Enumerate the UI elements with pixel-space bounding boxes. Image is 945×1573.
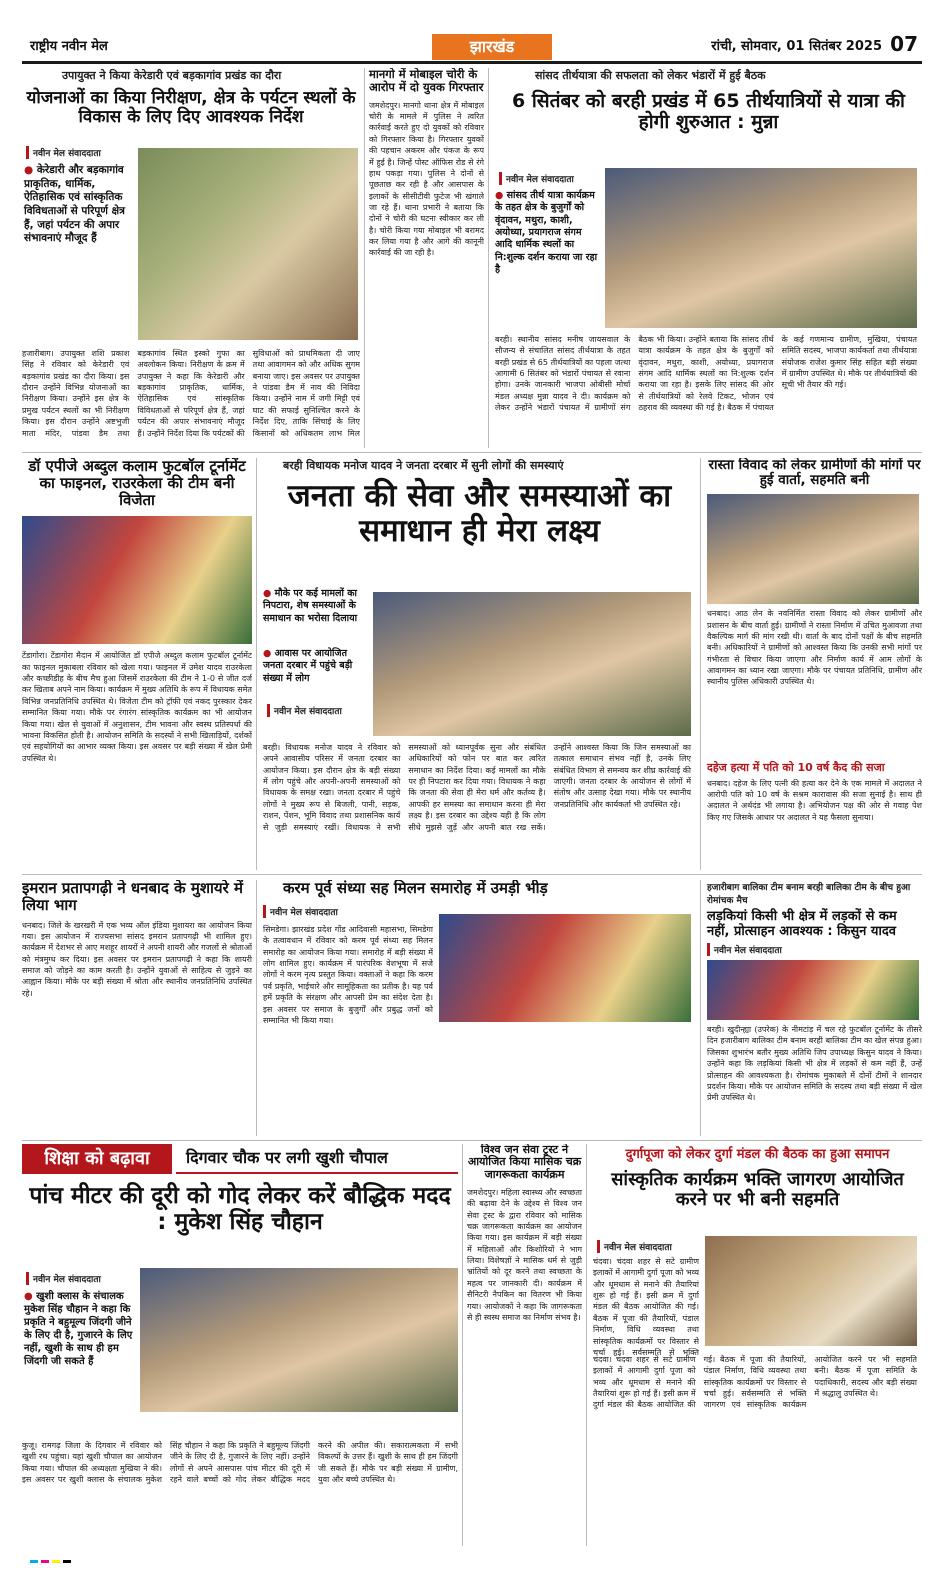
article-kicker: बरही विधायक मनोज यादव ने जनता दरबार में सुनी लोगों की समस्याएं <box>283 459 564 472</box>
article-byline: नवीन मेल संवाददाता <box>26 1272 101 1285</box>
article-headline: करम पूर्व संध्या सह मिलन समारोह में उमड़ी भीड़ <box>283 880 548 897</box>
article-body: धनबाद। जिले के खरखरी में एक भव्य ऑल इंडिया मुशायरा का आयोजन किया गया। इस आयोजन में राज्यसभा सांसद इमरान प्रतापगढ़ी भी शामिल हुए। कार्यक्रम में देशभर से आए मशहूर शायरों ने अपनी शायरी और गजलों से श्रोताओं को मंत्रमुग्ध कर दिया। इस अवसर पर इमरान प्रतापगढ़ी ने कहा कि शायरी समाज को जोड़ने का काम करती है। उन्होंने युवाओं से साहित्य से जुड़ने का आह्वान किया। मौके पर बड़ी संख्या में श्रोता और स्थानीय जनप्रतिनिधि उपस्थित रहे। <box>22 920 252 998</box>
section-bar: दिगवार चौक पर लगी खुशी चौपाल <box>176 1144 458 1174</box>
article-highlight: ● केरेडारी और बड़कागांव प्राकृतिक, धार्मिक, ऐतिहासिक एवं सांस्कृतिक विविधताओं से परिपूर्ण क्षेत्र हैं, जहां पर्यटन की अपार संभावनाएं मौजूद हैं <box>24 164 132 246</box>
article-body: बरही। विधायक मनोज यादव ने रविवार को अपने आवासीय परिसर में जनता दरबार का आयोजन किया। इस दौरान क्षेत्र के बड़ी संख्या में लोग पहुंचे और अपनी-अपनी समस्याओं को विधायक के समक्ष रखा। जनता दरबार में पहुंचे लोगों ने मुख्य रूप से बिजली, पानी, सड़क, राशन, पेंशन, भूमि विवाद तथा प्रशासनिक कार्य से जुड़ी समस्याएं रखीं। विधायक ने सभी समस्याओं को ध्यानपूर्वक सुना और संबंधित अधिकारियों को फोन पर बात कर त्वरित समाधान का निर्देश दिया। कई मामलों का मौके पर ही निपटारा कर दिया गया। विधायक ने कहा कि जनता की सेवा ही मेरा धर्म और कर्तव्य है। आपकी हर समस्या का समाधान करना ही मेरा लक्ष्य है। इस दरबार का उद्देश्य यही है कि लोग सीधे मुझसे जुड़ें और अपनी बात रख सकें। उन्होंने आश्वस्त किया कि जिन समस्याओं का तत्काल समाधान संभव नहीं है, उनके लिए संबंधित विभाग से समन्वय कर शीघ्र कार्रवाई की जाएगी। जनता दरबार के आयोजन से लोगों में संतोष और उत्साह देखा गया। मौके पर स्थानीय जनप्रतिनिधि और कार्यकर्ता भी उपस्थित रहे। <box>263 743 691 832</box>
article-photo <box>439 914 691 1022</box>
article-highlight: ● खुशी क्लास के संचालक मुकेश सिंह चौहान ने कहा कि प्रकृति ने बहुमूल्य जिंदगी जीने के लिए दी है, गुजारने के लिए नहीं, खुशी के साथ ही हम जिंदगी जी सकते हैं <box>24 1290 134 1368</box>
article-body: धनबाद। आठ लेन के नवनिर्मित रास्ता विवाद को लेकर ग्रामीणों और प्रशासन के बीच वार्ता हुई। ग्रामीणों ने रास्ता निर्माण में उचित मुआवजा तथा वैकल्पिक मार्ग की मांग रखी थी। वार्ता के बाद दोनों पक्षों के बीच सहमति बनी। अधिकारियों ने ग्रामीणों को आश्वस्त किया कि उनकी सभी मांगों पर गंभीरता से विचार किया जाएगा और निर्माण कार्य में आम लोगों के आवागमन का ध्यान रखा जाएगा। मौके पर पंचायत प्रतिनिधि, ग्रामीण और स्थानीय पुलिस अधिकारी उपस्थित थे। <box>707 609 922 687</box>
divider <box>22 874 922 875</box>
article-body: कुजू। रामगढ़ जिला के दिगवार में रविवार को खुशी रथ पहुंचा। यहां खुशी चौपाल का आयोजन किया गया। चौपाल की अध्यक्षता मुखिया ने की। इस अवसर पर खुशी क्लास के संचालक मुकेश सिंह चौहान ने कहा कि प्रकृति ने बहुमूल्य जिंदगी जीने के लिए दी है, गुजारने के लिए नहीं। उन्होंने लोगों से अपने आसपास पांच मीटर की दूरी में रहने वाले बच्चों को गोद लेकर बौद्धिक मदद करने की अपील की। सकारात्मकता में सभी विकल्पों के उत्तर हैं। खुशी के साथ ही हम जिंदगी जी सकते हैं। मौके पर बड़ी संख्या में ग्रामीण, युवा और बच्चे उपस्थित थे। <box>22 1441 458 1485</box>
article-byline: नवीन मेल संवाददाता <box>26 146 101 159</box>
paper-name: राष्ट्रीय नवीन मेल <box>30 39 108 54</box>
article-highlight: ● मौके पर कई मामलों का निपटारा, शेष समस्याओं के समाधान का भरोसा दिलाया <box>263 588 367 625</box>
divider <box>22 452 922 453</box>
article-photo <box>705 1236 917 1346</box>
article-body-lead: चंदवा। चंदवा शहर से सटे ग्रामीण इलाकों में आगामी दुर्गा पूजा को भव्य और धूमधाम से मनाने की तैयारियां शुरू हो गई हैं। इसी क्रम में दुर्गा मंडल की बैठक आयोजित की गई। बैठक में पूजा की तैयारियों, पंडाल निर्माण, विधि व्यवस्था तथा सांस्कृतिक कार्यक्रमों पर विस्तार से चर्चा हुई। सर्वसम्मति से भक्ति <box>593 1257 699 1356</box>
article-photo <box>707 960 919 1020</box>
article-photo <box>22 516 252 644</box>
article-photo <box>140 1268 458 1412</box>
article-byline: नवीन मेल संवाददाता <box>263 905 696 918</box>
article-headline: विश्व जन सेवा ट्रस्ट ने आयोजित किया मासिक चक्र जागरूकता कार्यक्रम <box>467 1144 582 1181</box>
article-kicker: दुर्गापूजा को लेकर दुर्गा मंडल की बैठक का हुआ समापन <box>625 1147 890 1162</box>
article-mobile-theft <box>364 68 484 448</box>
article-byline: नवीन मेल संवाददाता <box>499 172 574 185</box>
masthead <box>22 30 922 64</box>
article-body: सिमडेगा। झारखंड प्रदेश गोंड आदिवासी महासभा, सिमडेगा के तत्वावधान में रविवार को करम पूर्व संध्या सह मिलन समारोह का आयोजन किया गया। समारोह में बड़ी संख्या में लोग शामिल हुए। कार्यक्रम में पारंपरिक वेशभूषा में सजे लोगों ने करम नृत्य प्रस्तुत किया। वक्ताओं ने कहा कि करम पर्व प्रकृति, भाईचारे और सामूहिकता का प्रतीक है। यह पर्व हमें प्रकृति के संरक्षण और आपसी प्रेम का संदेश देता है। इस अवसर पर समाज के बुजुर्गों और प्रबुद्ध जनों को सम्मानित भी किया गया। <box>263 925 433 1025</box>
article-body: जमशेदपुर। मानगो थाना क्षेत्र में मोबाइल चोरी के मामले में पुलिस ने त्वरित कार्रवाई करते हुए दो युवकों को रविवार को गिरफ्तार किया है। गिरफ्तार युवकों की पहचान अकरम और पंकज के रूप में हुई है। जिन्हें पोस्ट ऑफिस रोड से रंगे हाथ पकड़ा गया। पुलिस ने दोनों से पूछताछ कर रही है और आसपास के इलाकों के सीसीटीवी फुटेज भी खंगाले जा रहे हैं। थाना प्रभारी ने बताया कि दोनों ने चोरी की घटना स्वीकार कर ली है। चोरी किया गया मोबाइल भी बरामद कर लिया गया है और आगे की कानूनी कार्रवाई की जा रही है। <box>369 100 484 258</box>
article-kicker: हजारीबाग बालिका टीम बनाम बरही बालिका टीम के बीच हुआ रोमांचक मैच <box>707 883 911 906</box>
yellow-mark <box>52 1560 60 1563</box>
article-awareness <box>462 1144 582 1546</box>
article-pilgrimage <box>488 68 922 448</box>
issue-date: रांची, सोमवार, 01 सितंबर 2025 <box>711 39 882 54</box>
article-headline: योजनाओं का किया निरीक्षण, क्षेत्र के पर्यटन स्थलों के विकास के लिए दिए आवश्यक निर्देश <box>26 88 356 128</box>
article-girls-football <box>700 880 922 1136</box>
article-kicker: उपायुक्त ने किया केरेडारी एवं बड़कागांव प्रखंड का दौरा <box>62 69 282 82</box>
magenta-mark <box>41 1560 49 1563</box>
article-road-dispute <box>700 458 922 870</box>
article-dc-visit <box>22 68 360 448</box>
article-headline: 6 सितंबर को बरही प्रखंड में 65 तीर्थयात्रियों से यात्रा की होगी शुरुआत : मुन्ना <box>512 90 905 134</box>
divider <box>22 1140 922 1141</box>
article-durga-puja <box>586 1144 922 1546</box>
article-photo <box>605 168 917 328</box>
article-body: बरही। खुदीन्ह्या (उपरेक) के नीमटांड़ में चल रहे फुटबॉल टूर्नामेंट के तीसरे दिन हजारीबाग बालिका टीम बनाम बरही बालिका टीम का खेल संपन्न हुआ। जिसका शुभारंभ बतौर मुख्य अतिथि जिप उपाध्यक्ष किसुन यादव ने किया। उन्होंने कहा कि लड़कियां किसी भी क्षेत्र में लड़कों से कम नहीं हैं, उन्हें प्रोत्साहन की आवश्यकता है। रोमांचक मुकाबले में दोनों टीमों ने शानदार प्रदर्शन किया। मौके पर आयोजन समिति के सदस्य तथा बड़ी संख्या में खेल प्रेमी उपस्थित थे। <box>707 1025 922 1103</box>
article-janta-darbar <box>256 458 696 870</box>
cyan-mark <box>30 1560 38 1563</box>
print-registration-marks <box>30 1553 910 1563</box>
article-photo <box>373 592 691 736</box>
article-photo <box>707 494 919 604</box>
article-kicker: सांसद तीर्थयात्रा की सफलता को लेकर भंडारों में हुई बैठक <box>535 69 766 82</box>
subarticle-body: धनबाद। दहेज के लिए पत्नी की हत्या कर देने के एक मामले में अदालत ने आरोपी पति को 10 वर्ष के सश्रम कारावास की सजा सुनाई है। साथ ही अदालत ने अर्थदंड भी लगाया है। अभियोजन पक्ष की ओर से गवाह पेश किए गए जिसके आधार पर अदालत ने यह फैसला सुनाया। <box>707 778 922 822</box>
article-body: हजारीबाग। उपायुक्त शशि प्रकाश सिंह ने रविवार को केरेडारी एवं बड़कागांव प्रखंड का दौरा किया। इस दौरान उन्होंने विभिन्न योजनाओं का निरीक्षण किया। उन्होंने इस क्षेत्र के प्रमुख पर्यटन स्थलों का भी निरीक्षण किया। इस दौरान उन्होंने अष्टभुजी माता मंदिर, पांडवा डैम तथा बड़कागांव स्थित इस्को गुफा का अवलोकन किया। निरीक्षण के क्रम में उपायुक्त ने कहा कि केरेडारी और बड़कागांव प्राकृतिक, धार्मिक, ऐतिहासिक एवं सांस्कृतिक विविधताओं से परिपूर्ण क्षेत्र हैं, जहां पर्यटन की अपार संभावनाएं मौजूद हैं। उन्होंने निर्देश दिया कि पर्यटकों की सुविधाओं को प्राथमिकता दी जाए तथा आवागमन को और अधिक सुगम बनाया जाए। इस अवसर पर उपायुक्त ने पांडवा डैम में नाव की निविदा किया। उन्होंने नाम में जगी मिट्टी एवं घाट की सफाई सुनिश्चित करने के निर्देश दिए, ताकि सिंचाई के लिए किसानों को अधिकतम लाभ मिल <box>22 349 360 438</box>
article-karam <box>256 880 696 1136</box>
subarticle-headline: दहेज हत्या में पति को 10 वर्ष कैद की सजा <box>707 761 885 775</box>
article-football <box>22 458 252 870</box>
article-highlight: ● सांसद तीर्थ यात्रा कार्यक्रम के तहत क्षेत्र के बुजुर्गों को वृंदावन, मथुरा, काशी, अयोध्या, प्रयागराज संगम आदि धार्मिक स्थलों का नि:शुल्क दर्शन कराया जा रहा है <box>495 190 599 276</box>
article-headline: जनता की सेवा और समस्याओं का समाधान ही मेरा लक्ष्य <box>287 478 672 549</box>
article-body: टेंडागोरा। टेंडागोरा मैदान में आयोजित डॉ एपीजे अब्दुल कलाम फुटबॉल टूर्नामेंट का फाइनल मुकाबला रविवार को खेला गया। फाइनल में उमेश यादव राउरकेला और कच्छीडीह के बीच मैच हुआ जिसमें राउरकेला की टीम ने 1-0 से जीत दर्ज कर खिताब अपने नाम किया। कार्यक्रम में मुख्य अतिथि के रूप में विधायक समेत विभिन्न जनप्रतिनिधि उपस्थित थे। विजेता टीम को ट्रॉफी एवं नकद पुरस्कार देकर सम्मानित किया गया। मौके पर रंगारंग सांस्कृतिक कार्यक्रम का भी आयोजन किया गया। खेल से युवाओं में अनुशासन, टीम भावना और स्वस्थ प्रतिस्पर्धा की भावना विकसित होती है। आयोजन समिति के सदस्यों ने सभी खिलाड़ियों, दर्शकों एवं सहयोगियों का आभार व्यक्त किया। इस अवसर पर बड़ी संख्या में खेल प्रेमी उपस्थित थे। <box>22 651 252 763</box>
article-mushaira <box>22 880 252 1136</box>
section-badge: शिक्षा को बढ़ावा <box>22 1144 172 1174</box>
article-headline: सांस्कृतिक कार्यक्रम भक्ति जागरण आयोजित करने पर भी बनी सहमति <box>611 1169 904 1211</box>
article-headline: डॉ एपीजे अब्दुल कलाम फुटबॉल टूर्नामेंट का फाइनल, राउरकेला की टीम बनी विजेता <box>28 458 246 509</box>
article-body: जमशेदपुर। महिला स्वास्थ्य और स्वच्छता की बढ़ावा देने के उद्देश्य से विश्व जन सेवा ट्रस्ट के द्वारा रविवार को मासिक चक्र जागरूकता कार्यक्रम का आयोजन किया गया। इस कार्यक्रम में बड़ी संख्या में महिलाओं और किशोरियों ने भाग लिया। विशेषज्ञों ने मासिक धर्म से जुड़ी भ्रांतियों को दूर करने तथा स्वच्छता के महत्व पर जानकारी दी। कार्यक्रम में सैनिटरी नैपकिन का वितरण भी किया गया। आयोजकों ने कहा कि जागरूकता से ही स्वस्थ समाज का निर्माण संभव है। <box>467 1187 582 1322</box>
article-byline: नवीन मेल संवाददाता <box>597 1240 672 1253</box>
article-highlight: ● आवास पर आयोजित जनता दरबार में पहुंचे बड़ी संख्या में लोग <box>263 648 367 685</box>
article-khushi-chaupal <box>22 1144 458 1546</box>
article-photo <box>138 148 358 340</box>
article-body: बरही। स्थानीय सांसद मनीष जायसवाल के सौजन्य से संचालित सांसद तीर्थयात्रा के तहत बरही प्रखंड से 65 तीर्थयात्रियों का पहला जत्था आगामी 6 सितंबर को भंडारों पंचायत से रवाना होगा। उनके जानकारी भाजपा ओबीसी मोर्चा मंडल अध्यक्ष मुन्ना यादव ने दी। कार्यक्रम को लेकर उन्होंने भंडारों पंचायत में ग्रामीणों संग बैठक भी किया। उन्होंने बताया कि सांसद तीर्थ यात्रा कार्यक्रम के तहत क्षेत्र के बुजुर्गों को वृंदावन, मथुरा, काशी, अयोध्या, प्रयागराज संगम आदि धार्मिक स्थलों का नि:शुल्क दर्शन कराया जा रहा है। इसके लिए सांसद की ओर से तीर्थयात्रियों को रेलवे टिकट, भोजन एवं ठहराव की व्यवस्था की गई है। बैठक में पंचायत के कई गणमान्य ग्रामीण, मुखिया, पंचायत समिति सदस्य, भाजपा कार्यकर्ता तथा तीर्थयात्रा संयोजक राजेश कुमार सिंह सहित बड़ी संख्या में ग्रामीण उपस्थित थे। मौके पर तीर्थयात्रियों की सूची भी तैयार की गई। <box>495 335 917 413</box>
article-headline: लड़कियां किसी भी क्षेत्र में लड़कों से कम नहीं, प्रोत्साहन आवश्यक : किसुन यादव <box>707 909 897 939</box>
article-byline: नवीन मेल संवाददाता <box>707 943 922 956</box>
section-label: झारखंड <box>432 34 552 60</box>
article-headline: मानगो में मोबाइल चोरी के आरोप में दो युवक गिरफ्तार <box>369 68 484 94</box>
black-mark <box>63 1560 71 1563</box>
article-body: चंदवा। चंदवा शहर से सटे ग्रामीण इलाकों में आगामी दुर्गा पूजा को भव्य और धूमधाम से मनाने की तैयारियां शुरू हो गई हैं। इसी क्रम में दुर्गा मंडल की बैठक आयोजित की गई। बैठक में पूजा की तैयारियों, पंडाल निर्माण, विधि व्यवस्था तथा सांस्कृतिक कार्यक्रमों पर विस्तार से चर्चा हुई। सर्वसम्मति से भक्ति जागरण एवं सांस्कृतिक कार्यक्रम आयोजित करने पर भी सहमति बनी। बैठक में पूजा समिति के पदाधिकारी, सदस्य और बड़ी संख्या में श्रद्धालु उपस्थित थे। <box>593 1355 917 1410</box>
article-headline: रास्ता विवाद को लेकर ग्रामीणों की मांगों पर हुई वार्ता, सहमति बनी <box>708 458 921 489</box>
article-headline: इमरान प्रतापगढ़ी ने धनबाद के मुशायरे में लिया भाग <box>22 880 243 914</box>
page-number: 07 <box>890 32 918 56</box>
article-byline: नवीन मेल संवाददाता <box>267 704 342 717</box>
article-headline: पांच मीटर की दूरी को गोद लेकर करें बौद्धिक मदद : मुकेश सिंह चौहान <box>29 1183 451 1235</box>
